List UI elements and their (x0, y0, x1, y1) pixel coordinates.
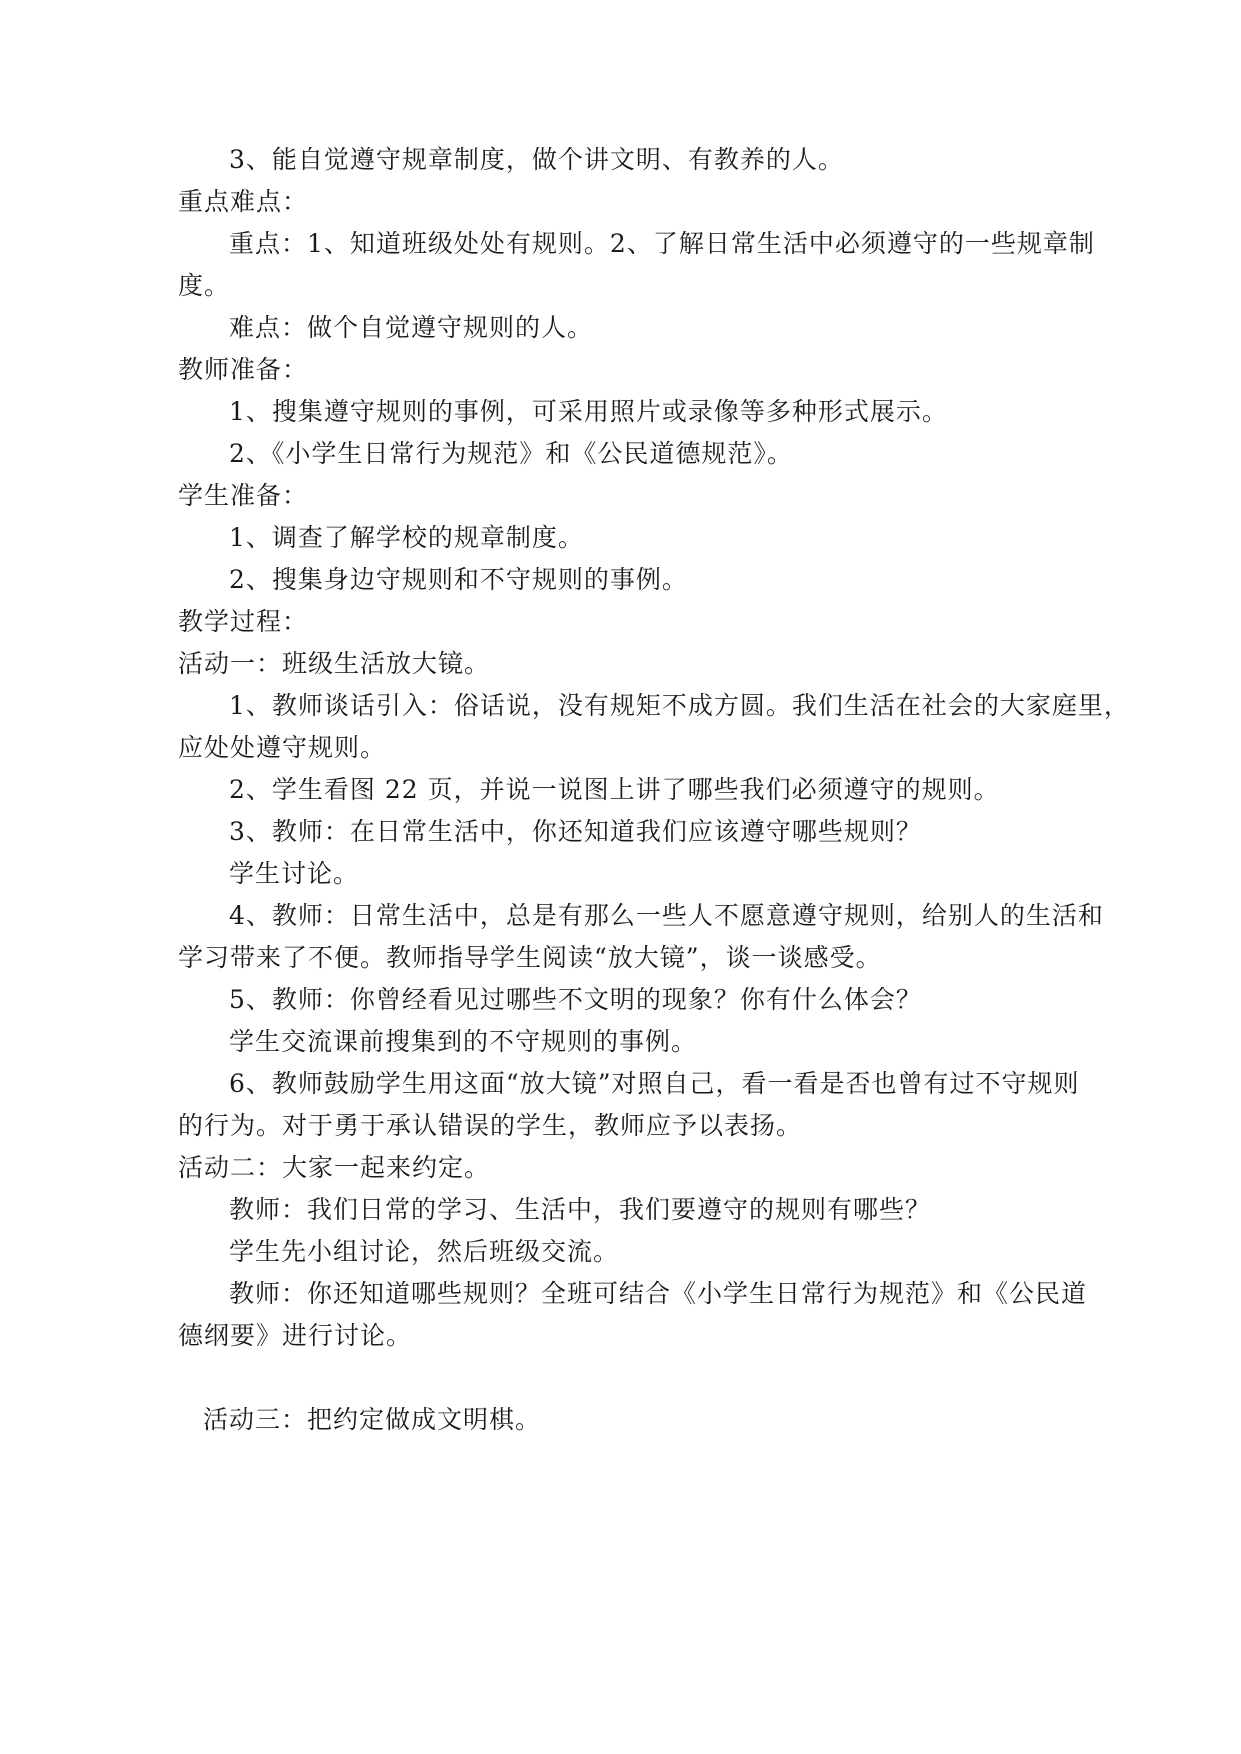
student-prep-2: 2、搜集身边守规则和不守规则的事例。 (229, 565, 688, 594)
heading-key-points: 重点难点： (178, 187, 309, 216)
heading-student-prep: 学生准备： (178, 481, 309, 510)
teacher-prep-2: 2、《小学生日常行为规范》和《公民道德规范》。 (229, 439, 793, 468)
activity-1-step-4-line-2: 学习带来了不便。教师指导学生阅读“放大镜”，谈一谈感受。 (178, 943, 882, 972)
activity-2-group-discussion: 学生先小组讨论，然后班级交流。 (229, 1237, 620, 1266)
activity-1-step-1-line-1: 1、教师谈话引入：俗话说，没有规矩不成方圆。我们生活在社会的大家庭里， (229, 691, 1130, 720)
activity-1-discussion: 学生讨论。 (229, 859, 360, 888)
activity-1-title: 活动一：班级生活放大镜。 (178, 649, 491, 678)
heading-teacher-prep: 教师准备： (178, 355, 309, 384)
activity-1-step-3: 3、教师：在日常生活中，你还知道我们应该遵守哪些规则？ (229, 817, 922, 846)
key-points-line-2: 度。 (178, 271, 231, 300)
heading-teaching-process: 教学过程： (178, 607, 309, 636)
teacher-prep-1: 1、搜集遵守规则的事例，可采用照片或录像等多种形式展示。 (229, 397, 948, 426)
activity-2-question-2-line-2: 德纲要》进行讨论。 (178, 1321, 413, 1350)
difficulty: 难点：做个自觉遵守规则的人。 (229, 313, 594, 342)
activity-2-question-1: 教师：我们日常的学习、生活中，我们要遵守的规则有哪些？ (229, 1195, 932, 1224)
activity-2-question-2-line-1: 教师：你还知道哪些规则？全班可结合《小学生日常行为规范》和《公民道 (229, 1279, 1088, 1308)
activity-1-step-5: 5、教师：你曾经看见过哪些不文明的现象？你有什么体会？ (229, 985, 922, 1014)
activity-1-step-2: 2、学生看图 22 页，并说一说图上讲了哪些我们必须遵守的规则。 (229, 775, 1000, 804)
activity-2-title: 活动二：大家一起来约定。 (178, 1153, 491, 1182)
activity-1-exchange: 学生交流课前搜集到的不守规则的事例。 (229, 1027, 698, 1056)
activity-1-step-1-line-2: 应处处遵守规则。 (178, 733, 387, 762)
activity-1-step-6-line-1: 6、教师鼓励学生用这面“放大镜”对照自己，看一看是否也曾有过不守规则 (229, 1069, 1080, 1098)
activity-3-title: 活动三：把约定做成文明棋。 (203, 1405, 542, 1434)
key-points-line-1: 重点：1、知道班级处处有规则。2、了解日常生活中必须遵守的一些规章制 (229, 229, 1095, 258)
student-prep-1: 1、调查了解学校的规章制度。 (229, 523, 584, 552)
activity-1-step-6-line-2: 的行为。对于勇于承认错误的学生，教师应予以表扬。 (178, 1111, 803, 1140)
activity-1-step-4-line-1: 4、教师：日常生活中，总是有那么一些人不愿意遵守规则，给别人的生活和 (229, 901, 1104, 930)
objective-3: 3、能自觉遵守规章制度，做个讲文明、有教养的人。 (229, 145, 844, 174)
